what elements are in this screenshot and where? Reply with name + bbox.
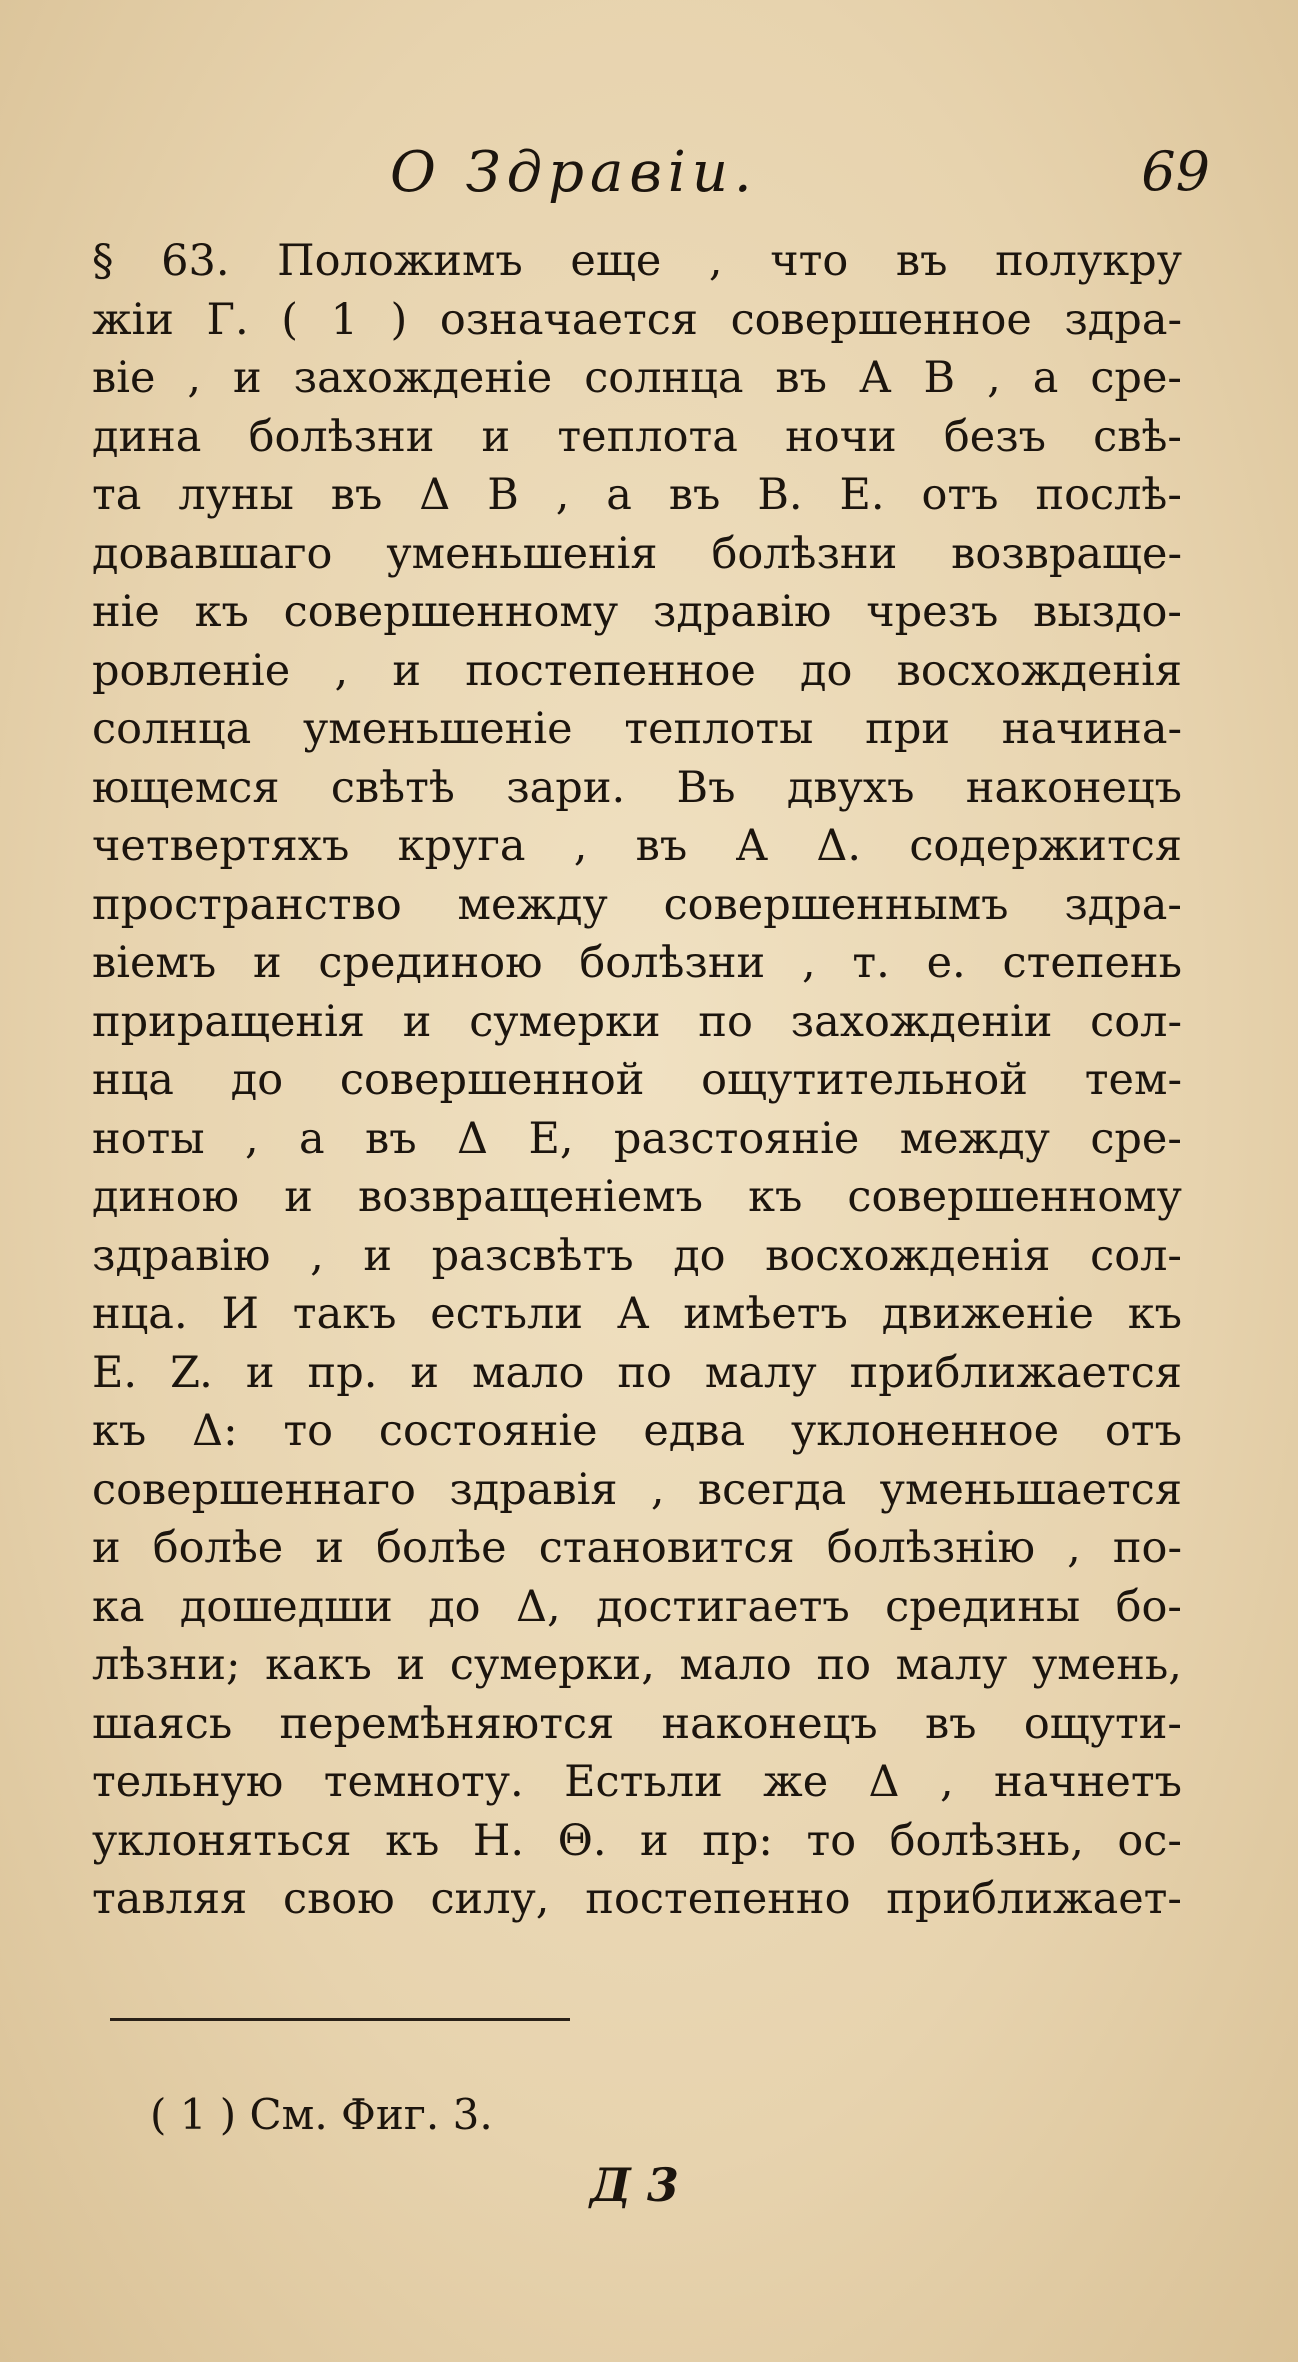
text-line: ноты , а въ Δ Е, разстояніе между сре- — [92, 1113, 1182, 1164]
text-line: Е. Z. и пр. и мало по малу приближается — [92, 1347, 1182, 1398]
text-line: лѣзни; какъ и сумерки, мало по малу умень, — [92, 1640, 1182, 1690]
body-text — [92, 232, 1182, 1929]
page-number: 69 — [1141, 140, 1210, 203]
page-header — [90, 140, 1230, 220]
text-line: совершеннаго здравія , всегда уменьшается — [92, 1464, 1182, 1515]
text-line: ка дошедши до Δ, достигаетъ средины бо- — [92, 1581, 1182, 1632]
footnote: ( 1 ) См. Фиг. 3. — [150, 2090, 493, 2139]
text-line: здравію , и разсвѣтъ до восхожденія сол- — [92, 1230, 1182, 1281]
text-line: ніе къ совершенному здравію чрезъ выздо- — [92, 587, 1182, 637]
text-line: приращенія и сумерки по захожденіи сол- — [92, 996, 1182, 1047]
text-line: віемъ и срединою болѣзни , т. е. степень — [92, 938, 1182, 988]
text-line: шаясь перемѣняются наконецъ въ ощути- — [92, 1698, 1182, 1749]
text-line: тавляя свою силу, постепенно приближает- — [92, 1874, 1182, 1924]
text-line: солнца уменьшеніе теплоты при начина- — [92, 704, 1182, 754]
text-line: довавшаго уменьшенія болѣзни возвраще- — [92, 528, 1182, 579]
running-title: О Здравіи. — [390, 140, 758, 205]
text-line: диною и возвращеніемъ къ совершенному — [92, 1172, 1182, 1222]
text-line: ющемся свѣтѣ зари. Въ двухъ наконецъ — [92, 762, 1182, 813]
text-line: уклоняться къ Н. Θ. и пр: то болѣзнь, ос- — [92, 1815, 1182, 1866]
text-line: ровленіе , и постепенное до восхожденія — [92, 645, 1182, 696]
text-line: четвертяхъ круга , въ А Δ. содержится — [92, 821, 1182, 871]
footnote-divider — [110, 2018, 570, 2021]
text-line: жіи Г. ( 1 ) означается совершенное здра- — [92, 294, 1182, 345]
text-line: § 63. Положимъ еще , что въ полукру — [92, 236, 1182, 286]
text-line: пространство между совершеннымъ здра- — [92, 879, 1182, 930]
text-line: віе , и захожденіе солнца въ А В , а сре- — [92, 353, 1182, 403]
text-line: и болѣе и болѣе становится болѣзнію , по- — [92, 1523, 1182, 1573]
printer-signature-mark: Д 3 — [590, 2158, 679, 2212]
text-line: дина болѣзни и теплота ночи безъ свѣ- — [92, 411, 1182, 462]
text-line: нца до совершенной ощутительной тем- — [92, 1055, 1182, 1105]
text-line: тельную темноту. Естьли же Δ , начнетъ — [92, 1757, 1182, 1807]
text-line: та луны въ Δ В , а въ В. Е. отъ послѣ- — [92, 470, 1182, 520]
text-line: къ Δ: то состояніе едва уклоненное отъ — [92, 1406, 1182, 1456]
text-line: нца. И такъ естьли А имѣетъ движеніе къ — [92, 1289, 1182, 1339]
